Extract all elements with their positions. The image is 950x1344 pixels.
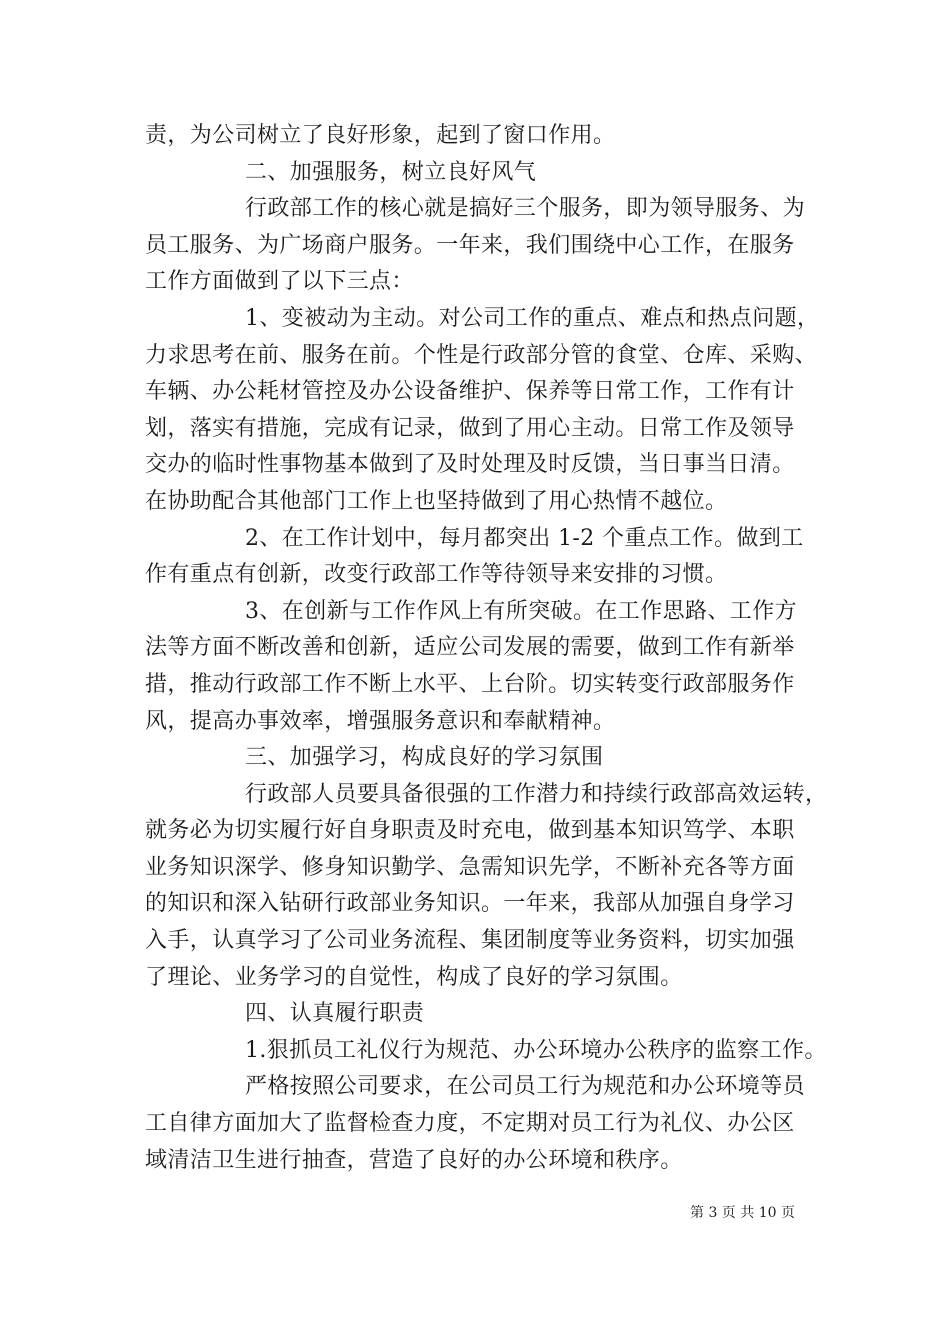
text-line: 划，落实有措施，完成有记录，做到了用心主动。日常工作及领导 bbox=[145, 415, 795, 441]
text-line: 2、在工作计划中，每月都突出 1-2 个重点工作。做到工 bbox=[245, 525, 804, 551]
document-body bbox=[145, 118, 828, 1179]
text-line: 行政部工作的核心就是搞好三个服务，即为领导服务、为 bbox=[245, 196, 806, 222]
text-line: 在协助配合其他部门工作上也坚持做到了用心热情不越位。 bbox=[145, 488, 728, 514]
text-line: 严格按照公司要求，在公司员工行为规范和办公环境等员 bbox=[245, 1074, 806, 1100]
text-line: 责，为公司树立了良好形象，起到了窗口作用。 bbox=[145, 123, 616, 148]
text-line: 风，提高办事效率，增强服务意识和奉献精神。 bbox=[145, 708, 616, 734]
text-line: 法等方面不断改善和创新，适应公司发展的需要，做到工作有新举 bbox=[145, 635, 795, 661]
text-line: 的知识和深入钻研行政部业务知识。一年来，我部从加强自身学习 bbox=[145, 891, 795, 917]
text-line: 交办的临时性事物基本做到了及时处理及时反馈，当日事当日清。 bbox=[145, 452, 795, 478]
page-number: 第 3 页 共 10 页 bbox=[690, 1205, 795, 1221]
text-line: 措，推动行政部工作不断上水平、上台阶。切实转变行政部服务作 bbox=[145, 671, 795, 697]
text-line: 域清洁卫生进行抽查，营造了良好的办公环境和秩序。 bbox=[145, 1147, 683, 1173]
text-line: 工作方面做到了以下三点： bbox=[145, 269, 414, 295]
text-line: 入手，认真学习了公司业务流程、集团制度等业务资料，切实加强 bbox=[145, 928, 795, 954]
text-line: 行政部人员要具备很强的工作潜力和持续行政部高效运转， bbox=[245, 781, 828, 807]
text-line: 了理论、业务学习的自觉性，构成了良好的学习氛围。 bbox=[145, 964, 683, 990]
text-line: 1.狠抓员工礼仪行为规范、办公环境办公秩序的监察工作。 bbox=[245, 1037, 827, 1063]
text-line: 3、在创新与工作作风上有所突破。在工作思路、工作方 bbox=[245, 598, 797, 624]
section-heading-service: 二、加强服务，树立良好风气 bbox=[245, 159, 537, 185]
text-line: 业务知识深学、修身知识勤学、急需知识先学，不断补充各等方面 bbox=[145, 854, 795, 880]
text-line: 力求思考在前、服务在前。个性是行政部分管的食堂、仓库、采购、 bbox=[145, 342, 818, 368]
section-heading-learning: 三、加强学习，构成良好的学习氛围 bbox=[245, 745, 604, 771]
text-line: 就务必为切实履行好自身职责及时充电，做到基本知识笃学、本职 bbox=[145, 818, 795, 844]
text-line: 工自律方面加大了监督检查力度，不定期对员工行为礼仪、办公区 bbox=[145, 1111, 795, 1137]
section-heading-duties: 四、认真履行职责 bbox=[245, 1001, 425, 1027]
text-line: 员工服务、为广场商户服务。一年来，我们围绕中心工作，在服务 bbox=[145, 232, 795, 258]
text-line: 1、变被动为主动。对公司工作的重点、难点和热点问题， bbox=[245, 305, 820, 331]
text-line: 作有重点有创新，改变行政部工作等待领导来安排的习惯。 bbox=[145, 562, 728, 588]
text-line: 车辆、办公耗材管控及办公设备维护、保养等日常工作，工作有计 bbox=[145, 379, 795, 405]
